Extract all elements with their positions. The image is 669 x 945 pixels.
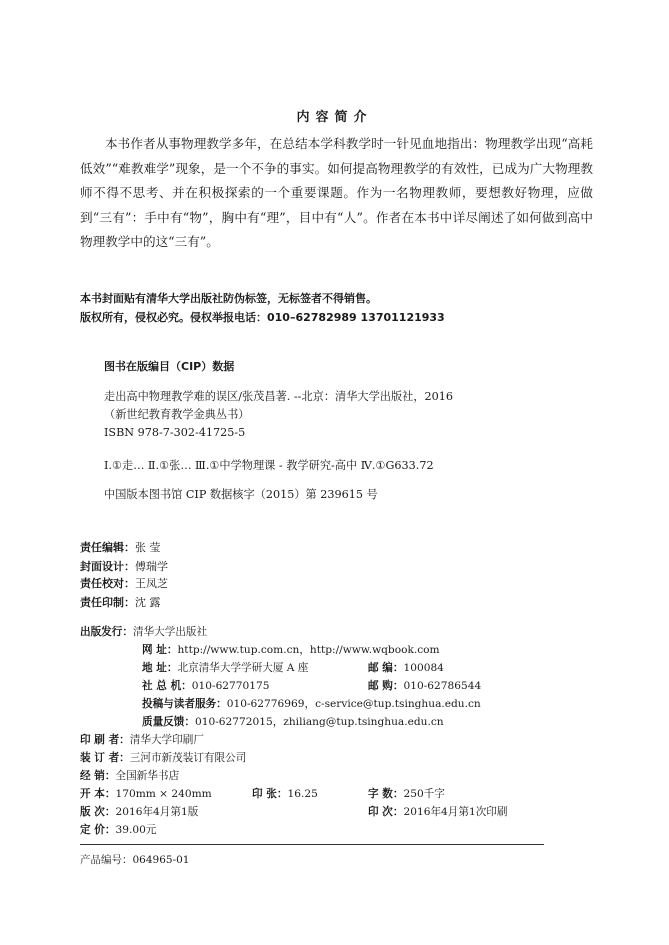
impression-label: 印 次： — [368, 806, 404, 818]
staff-label: 责任校对： — [80, 577, 135, 590]
address-label: 地 址： — [142, 662, 178, 674]
binder-label: 装 订 者： — [80, 752, 130, 764]
price-value: 39.00元 — [115, 824, 157, 836]
edition-value: 2016年4月第1版 — [115, 806, 199, 818]
staff-value: 张 莹 — [135, 541, 161, 554]
reader-service-value: 010-62776969，c-service@tup.tsinghua.edu.cn — [226, 698, 481, 710]
website-label: 网 址： — [142, 644, 178, 656]
publisher-row — [80, 624, 207, 639]
quality-feedback-label: 质量反馈： — [142, 716, 195, 728]
anti-counterfeit-notice: 本书封面贴有清华大学出版社防伪标签，无标签者不得销售。 — [80, 292, 377, 305]
staff-label: 责任编辑： — [80, 541, 135, 554]
publisher-name: 清华大学出版社 — [132, 626, 208, 638]
quality-feedback-value: 010-62772015，zhiliang@tup.tsinghua.edu.cn — [194, 716, 444, 728]
binder-value: 三河市新茂装订有限公司 — [129, 752, 247, 764]
staff-value: 沈 露 — [135, 596, 161, 609]
intro-title: 内容简介 — [296, 110, 373, 125]
staff-row-editor — [80, 539, 161, 555]
postcode-row — [368, 660, 444, 675]
impression-row — [368, 804, 508, 819]
staff-value: 傅瑞学 — [135, 560, 168, 573]
sheets-row — [252, 786, 318, 801]
mail-order-value: 010-62786544 — [403, 680, 482, 692]
mail-order-row — [368, 678, 481, 693]
price-row — [80, 822, 156, 837]
printer-row — [80, 732, 204, 747]
reader-service-row — [142, 696, 481, 711]
staff-row-proofreader — [80, 575, 168, 591]
format-row — [80, 786, 212, 801]
address-value: 北京清华大学学研大厦 A 座 — [177, 662, 309, 674]
copyright-notice: 版权所有，侵权必究。侵权举报电话：010–62782989 13701121933 — [80, 311, 445, 324]
distributor-label: 经 销： — [80, 770, 116, 782]
staff-value: 王凤芝 — [135, 577, 168, 590]
switchboard-value: 010-62770175 — [191, 680, 270, 692]
cip-series-line: （新世纪教育教学金典丛书） — [104, 408, 250, 421]
product-code: 产品编号：064965-01 — [80, 854, 190, 866]
intro-paragraph: 本书作者从事物理教学多年，在总结本学科教学时一针见血地指出：物理教学出现“高耗低效”“难教难学”现象，是一个不争的事实。如何提高物理教学的有效性，已成为广大物理教师不得不思考、并在积极探索的一个重要课题。作为一名物理教师，要想教好物理，应做到“三有”：手中有“物”，胸中有“理”，目中有“人”。作者在本书中详尽阐述了如何做到高中物理教学中的这“三有”。 — [80, 136, 593, 250]
website-value: http://www.tup.com.cn，http://www.wqbook.com — [177, 644, 440, 656]
website-row — [142, 642, 440, 657]
postcode-value: 100084 — [403, 662, 444, 674]
staff-row-print-manager — [80, 594, 161, 610]
footer-divider — [80, 844, 544, 845]
word-count-value: 250千字 — [403, 788, 445, 800]
sheets-value: 16.25 — [287, 788, 318, 800]
quality-feedback-row — [142, 714, 444, 729]
word-count-row — [368, 786, 445, 801]
switchboard-label: 社 总 机： — [142, 680, 192, 692]
impression-value: 2016年4月第1次印刷 — [403, 806, 508, 818]
publisher-label: 出版发行： — [80, 626, 133, 638]
distributor-value: 全国新华书店 — [115, 770, 180, 782]
word-count-label: 字 数： — [368, 788, 404, 800]
printer-value: 清华大学印刷厂 — [129, 734, 204, 746]
address-row — [142, 660, 308, 675]
distributor-row — [80, 768, 179, 783]
price-label: 定 价： — [80, 824, 116, 836]
printer-label: 印 刷 者： — [80, 734, 130, 746]
cip-record-number: 中国版本图书馆 CIP 数据核字（2015）第 239615 号 — [104, 488, 378, 501]
reader-service-label: 投稿与读者服务： — [142, 698, 227, 710]
staff-label: 责任印制： — [80, 596, 135, 609]
switchboard-row — [142, 678, 270, 693]
mail-order-label: 邮 购： — [368, 680, 404, 692]
cip-title-line: 走出高中物理教学难的误区/张茂昌著. --北京：清华大学出版社，2016 — [104, 390, 453, 403]
staff-row-cover-design — [80, 558, 168, 574]
cip-isbn: ISBN 978-7-302-41725-5 — [104, 426, 246, 439]
edition-label: 版 次： — [80, 806, 116, 818]
format-value: 170mm × 240mm — [115, 788, 212, 800]
sheets-label: 印 张： — [252, 788, 288, 800]
binder-row — [80, 750, 246, 765]
postcode-label: 邮 编： — [368, 662, 404, 674]
intro-section — [80, 132, 593, 255]
cip-heading: 图书在版编目（CIP）数据 — [104, 360, 235, 373]
cip-classification: Ⅰ.①走… Ⅱ.①张… Ⅲ.①中学物理课 - 教学研究-高中 Ⅳ.①G633.72 — [104, 459, 434, 472]
edition-row — [80, 804, 198, 819]
format-label: 开 本： — [80, 788, 116, 800]
staff-label: 封面设计： — [80, 560, 135, 573]
